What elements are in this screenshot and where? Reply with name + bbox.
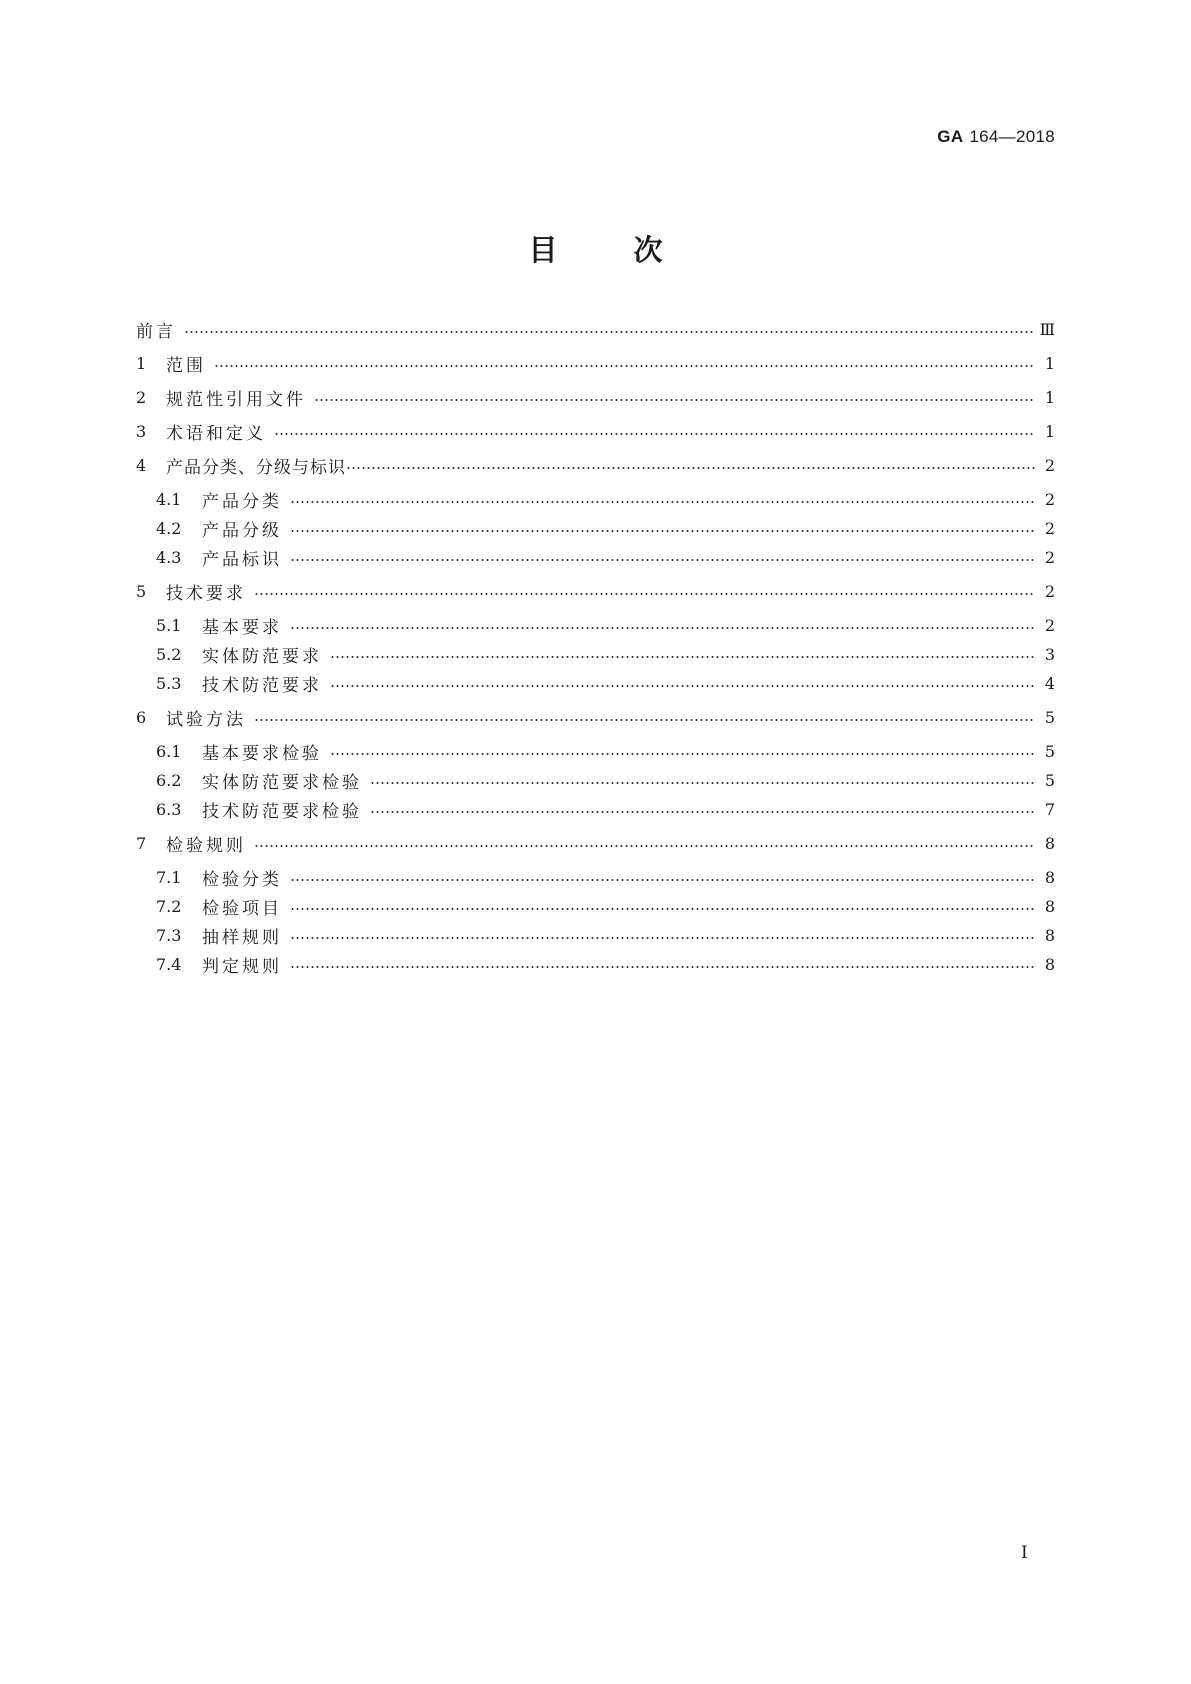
toc-leader — [184, 331, 1035, 333]
toc-entry-label: 实体防范要求检验 — [202, 772, 362, 793]
toc-leader — [290, 559, 1035, 561]
toc-entry-page: 5 — [1044, 741, 1055, 761]
toc-entry-number: 5.3 — [156, 673, 182, 693]
toc-leader — [254, 593, 1035, 595]
toc-entry-page: 5 — [1044, 707, 1055, 727]
toc-entry-number: 3 — [136, 421, 147, 441]
toc-entry-page: 2 — [1044, 455, 1055, 475]
toc-entry[interactable] — [136, 797, 1055, 821]
toc-entry-number: 6.2 — [156, 770, 182, 790]
toc-entry-label: 检验项目 — [202, 898, 282, 919]
toc-entry-label: 规范性引用文件 — [166, 389, 306, 410]
toc-entry-label: 产品分级 — [202, 520, 282, 541]
toc-entry-number: 4 — [136, 455, 147, 475]
toc-entry-page: 2 — [1044, 489, 1055, 509]
toc-entry-label: 产品分类、分级与标识 — [166, 457, 346, 478]
toc-entry-label: 技术要求 — [166, 583, 246, 604]
toc-entry[interactable] — [136, 831, 1055, 855]
toc-leader — [330, 685, 1035, 687]
toc-entry-label: 产品标识 — [202, 549, 282, 570]
title-char-2: 次 — [633, 233, 663, 267]
toc-entry-number: 5.2 — [156, 644, 182, 664]
toc-entry[interactable] — [136, 351, 1055, 375]
toc-entry-label: 检验分类 — [202, 869, 282, 890]
toc-entry-label: 抽样规则 — [202, 927, 282, 948]
toc-leader — [370, 811, 1035, 813]
toc-entry[interactable] — [136, 923, 1055, 947]
page-number: I — [1021, 1543, 1028, 1563]
toc-entry-number: 7.3 — [156, 925, 182, 945]
toc-entry-number: 4.1 — [156, 489, 182, 509]
toc-entry[interactable] — [136, 516, 1055, 540]
toc-entry[interactable] — [136, 487, 1055, 511]
toc-entry[interactable] — [136, 579, 1055, 603]
toc-entry-page: 2 — [1044, 547, 1055, 567]
toc-leader — [254, 719, 1035, 721]
toc-entry-number: 5.1 — [156, 615, 182, 635]
toc-entry-label: 产品分类 — [202, 491, 282, 512]
toc-entry-page: 1 — [1044, 387, 1055, 407]
toc-entry-page: Ⅲ — [1039, 319, 1055, 339]
toc-leader — [290, 966, 1035, 968]
toc-entry[interactable] — [136, 642, 1055, 666]
toc-entry-number: 4.3 — [156, 547, 182, 567]
toc-entry-page: 8 — [1044, 954, 1055, 974]
toc-leader — [290, 530, 1035, 532]
toc-entry-label: 基本要求检验 — [202, 743, 322, 764]
toc-entry[interactable] — [136, 453, 1055, 477]
toc-entry-number: 5 — [136, 581, 147, 601]
page-title — [0, 228, 1191, 269]
toc-entry[interactable] — [136, 613, 1055, 637]
toc-entry-page: 2 — [1044, 518, 1055, 538]
toc-entry-page: 2 — [1044, 615, 1055, 635]
toc-leader — [290, 937, 1035, 939]
toc-leader — [290, 879, 1035, 881]
toc-entry-label: 技术防范要求 — [202, 675, 322, 696]
toc-entry-page: 5 — [1044, 770, 1055, 790]
toc-entry[interactable] — [136, 705, 1055, 729]
toc-entry-label: 实体防范要求 — [202, 646, 322, 667]
toc-leader — [290, 627, 1035, 629]
toc-entry[interactable] — [136, 671, 1055, 695]
toc-entry-page: 1 — [1044, 353, 1055, 373]
toc-entry-page: 4 — [1044, 673, 1055, 693]
toc-leader — [290, 908, 1035, 910]
toc-leader — [274, 433, 1035, 435]
toc-entry-number: 7.4 — [156, 954, 182, 974]
toc-entry-label: 检验规则 — [166, 835, 246, 856]
toc-entry-page: 8 — [1044, 896, 1055, 916]
toc-entry-number: 6 — [136, 707, 147, 727]
toc-leader — [370, 782, 1035, 784]
toc-entry-label: 前言 — [136, 321, 176, 342]
toc-leader — [330, 753, 1035, 755]
toc-entry-label: 判定规则 — [202, 956, 282, 977]
toc-entry[interactable] — [136, 865, 1055, 889]
toc-entry[interactable] — [136, 545, 1055, 569]
toc-entry-page: 8 — [1044, 867, 1055, 887]
toc-leader — [346, 467, 1035, 469]
toc-entry-page: 2 — [1044, 581, 1055, 601]
standard-prefix: GA — [937, 127, 964, 146]
toc-entry-number: 7.1 — [156, 867, 182, 887]
toc-entry-number: 6.1 — [156, 741, 182, 761]
toc-leader — [330, 656, 1035, 658]
toc-leader — [214, 365, 1035, 367]
toc-leader — [290, 501, 1035, 503]
toc-entry-number: 7 — [136, 833, 147, 853]
toc-leader — [254, 845, 1035, 847]
toc-entry-page: 8 — [1044, 833, 1055, 853]
toc-entry-number: 1 — [136, 353, 147, 373]
toc-entry-label: 范围 — [166, 355, 206, 376]
toc-entry-number: 2 — [136, 387, 147, 407]
toc-entry-number: 4.2 — [156, 518, 182, 538]
toc-entry-page: 8 — [1044, 925, 1055, 945]
toc-entry[interactable] — [136, 385, 1055, 409]
toc-entry-page: 1 — [1044, 421, 1055, 441]
toc-entry-page: 7 — [1044, 799, 1055, 819]
toc-entry-label: 基本要求 — [202, 617, 282, 638]
toc-entry-page: 3 — [1044, 644, 1055, 664]
toc-entry[interactable] — [136, 952, 1055, 976]
standard-code — [937, 127, 1055, 147]
toc-entry-number: 6.3 — [156, 799, 182, 819]
toc-entry-label: 试验方法 — [166, 709, 246, 730]
toc-entry[interactable] — [136, 419, 1055, 443]
toc-entry[interactable] — [136, 768, 1055, 792]
title-char-1: 目 — [528, 233, 558, 267]
toc-entry-number: 7.2 — [156, 896, 182, 916]
toc-entry[interactable] — [136, 317, 1055, 341]
toc-entry-label: 术语和定义 — [166, 423, 266, 444]
toc-entry-label: 技术防范要求检验 — [202, 801, 362, 822]
toc-leader — [314, 399, 1035, 401]
toc-entry[interactable] — [136, 739, 1055, 763]
toc-entry[interactable] — [136, 894, 1055, 918]
standard-number: 164—2018 — [969, 127, 1055, 146]
